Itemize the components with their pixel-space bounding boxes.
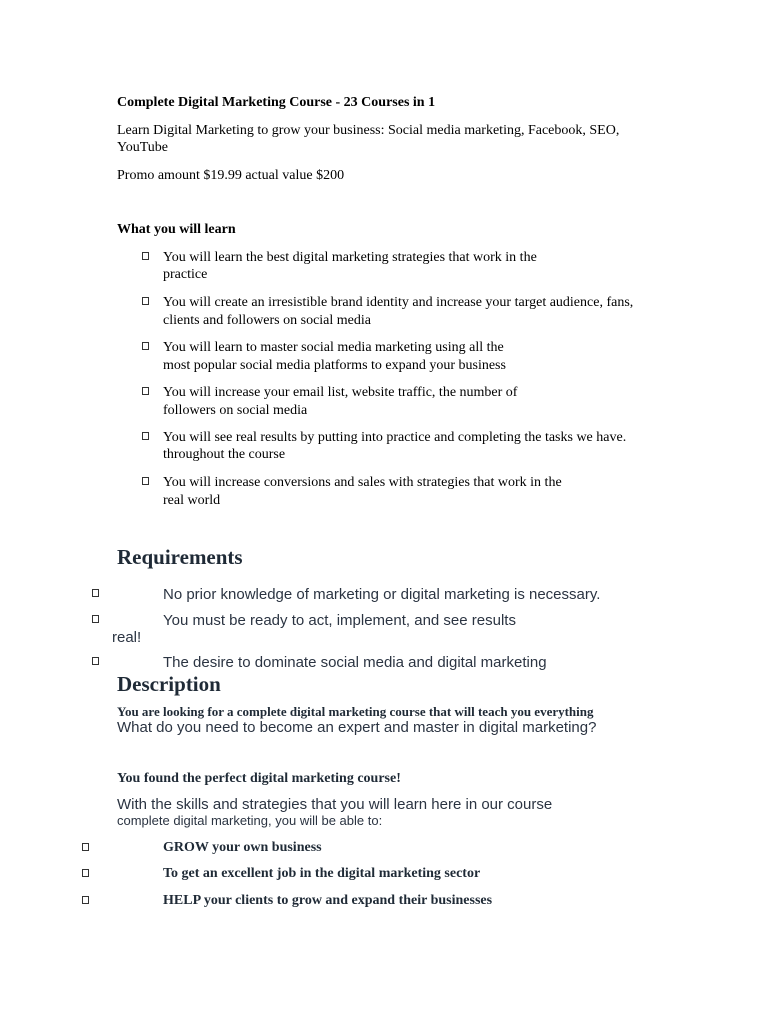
requirement-text: You must be ready to act, implement, and see results xyxy=(163,612,516,629)
bullet-icon xyxy=(82,896,89,904)
bullet-icon xyxy=(142,297,149,305)
bullet-icon xyxy=(92,589,99,597)
ability-text: To get an excellent job in the digital marketing sector xyxy=(163,866,481,881)
requirement-text-wrap: real! xyxy=(112,629,142,646)
bullet-icon xyxy=(142,252,149,260)
learn-heading: What you will learn xyxy=(117,222,236,237)
subtitle-line-2: YouTube xyxy=(117,140,168,155)
description-intro: You are looking for a complete digital marketing course that will teach you everything xyxy=(117,704,594,719)
learn-item-line2: real world xyxy=(163,493,221,508)
description-heading: Description xyxy=(117,672,221,696)
ability-text: HELP your clients to grow and expand their businesses xyxy=(163,893,493,908)
promo-text: Promo amount $19.99 actual value $200 xyxy=(117,168,345,183)
requirement-text: No prior knowledge of marketing or digital marketing is necessary. xyxy=(163,586,601,603)
page-title: Complete Digital Marketing Course - 23 Courses in 1 xyxy=(117,95,436,110)
learn-item-line2: practice xyxy=(163,267,208,282)
description-found: You found the perfect digital marketing course! xyxy=(117,771,401,786)
learn-item-line2: followers on social media xyxy=(163,403,308,418)
description-question: What do you need to become an expert and master in digital marketing? xyxy=(117,719,597,736)
bullet-icon xyxy=(142,387,149,395)
learn-item-line1: You will see real results by putting into practice and completing the tasks we have. xyxy=(163,430,627,445)
subtitle-line-1: Learn Digital Marketing to grow your business: Social media marketing, Facebook, SEO, xyxy=(117,123,620,138)
learn-item-line1: You will learn to master social media marketing using all the xyxy=(163,340,504,355)
description-skills-line2: complete digital marketing, you will be able to: xyxy=(117,813,383,828)
learn-item-line2: throughout the course xyxy=(163,447,286,462)
bullet-icon xyxy=(142,432,149,440)
bullet-icon xyxy=(82,869,89,877)
learn-item-line2: most popular social media platforms to expand your business xyxy=(163,358,506,373)
learn-item-line1: You will increase conversions and sales with strategies that work in the xyxy=(163,475,562,490)
ability-text: GROW your own business xyxy=(163,840,322,855)
bullet-icon xyxy=(142,342,149,350)
bullet-icon xyxy=(142,477,149,485)
bullet-icon xyxy=(92,657,99,665)
description-skills-line1: With the skills and strategies that you will learn here in our course xyxy=(117,796,553,813)
requirement-text: The desire to dominate social media and digital marketing xyxy=(163,654,547,671)
bullet-icon xyxy=(92,615,99,623)
bullet-icon xyxy=(82,843,89,851)
learn-item-line1: You will create an irresistible brand identity and increase your target audience, fans, xyxy=(163,295,634,310)
learn-item-line1: You will learn the best digital marketing strategies that work in the xyxy=(163,250,537,265)
learn-item-line2: clients and followers on social media xyxy=(163,313,371,328)
requirements-heading: Requirements xyxy=(117,545,243,569)
learn-item-line1: You will increase your email list, website traffic, the number of xyxy=(163,385,518,400)
